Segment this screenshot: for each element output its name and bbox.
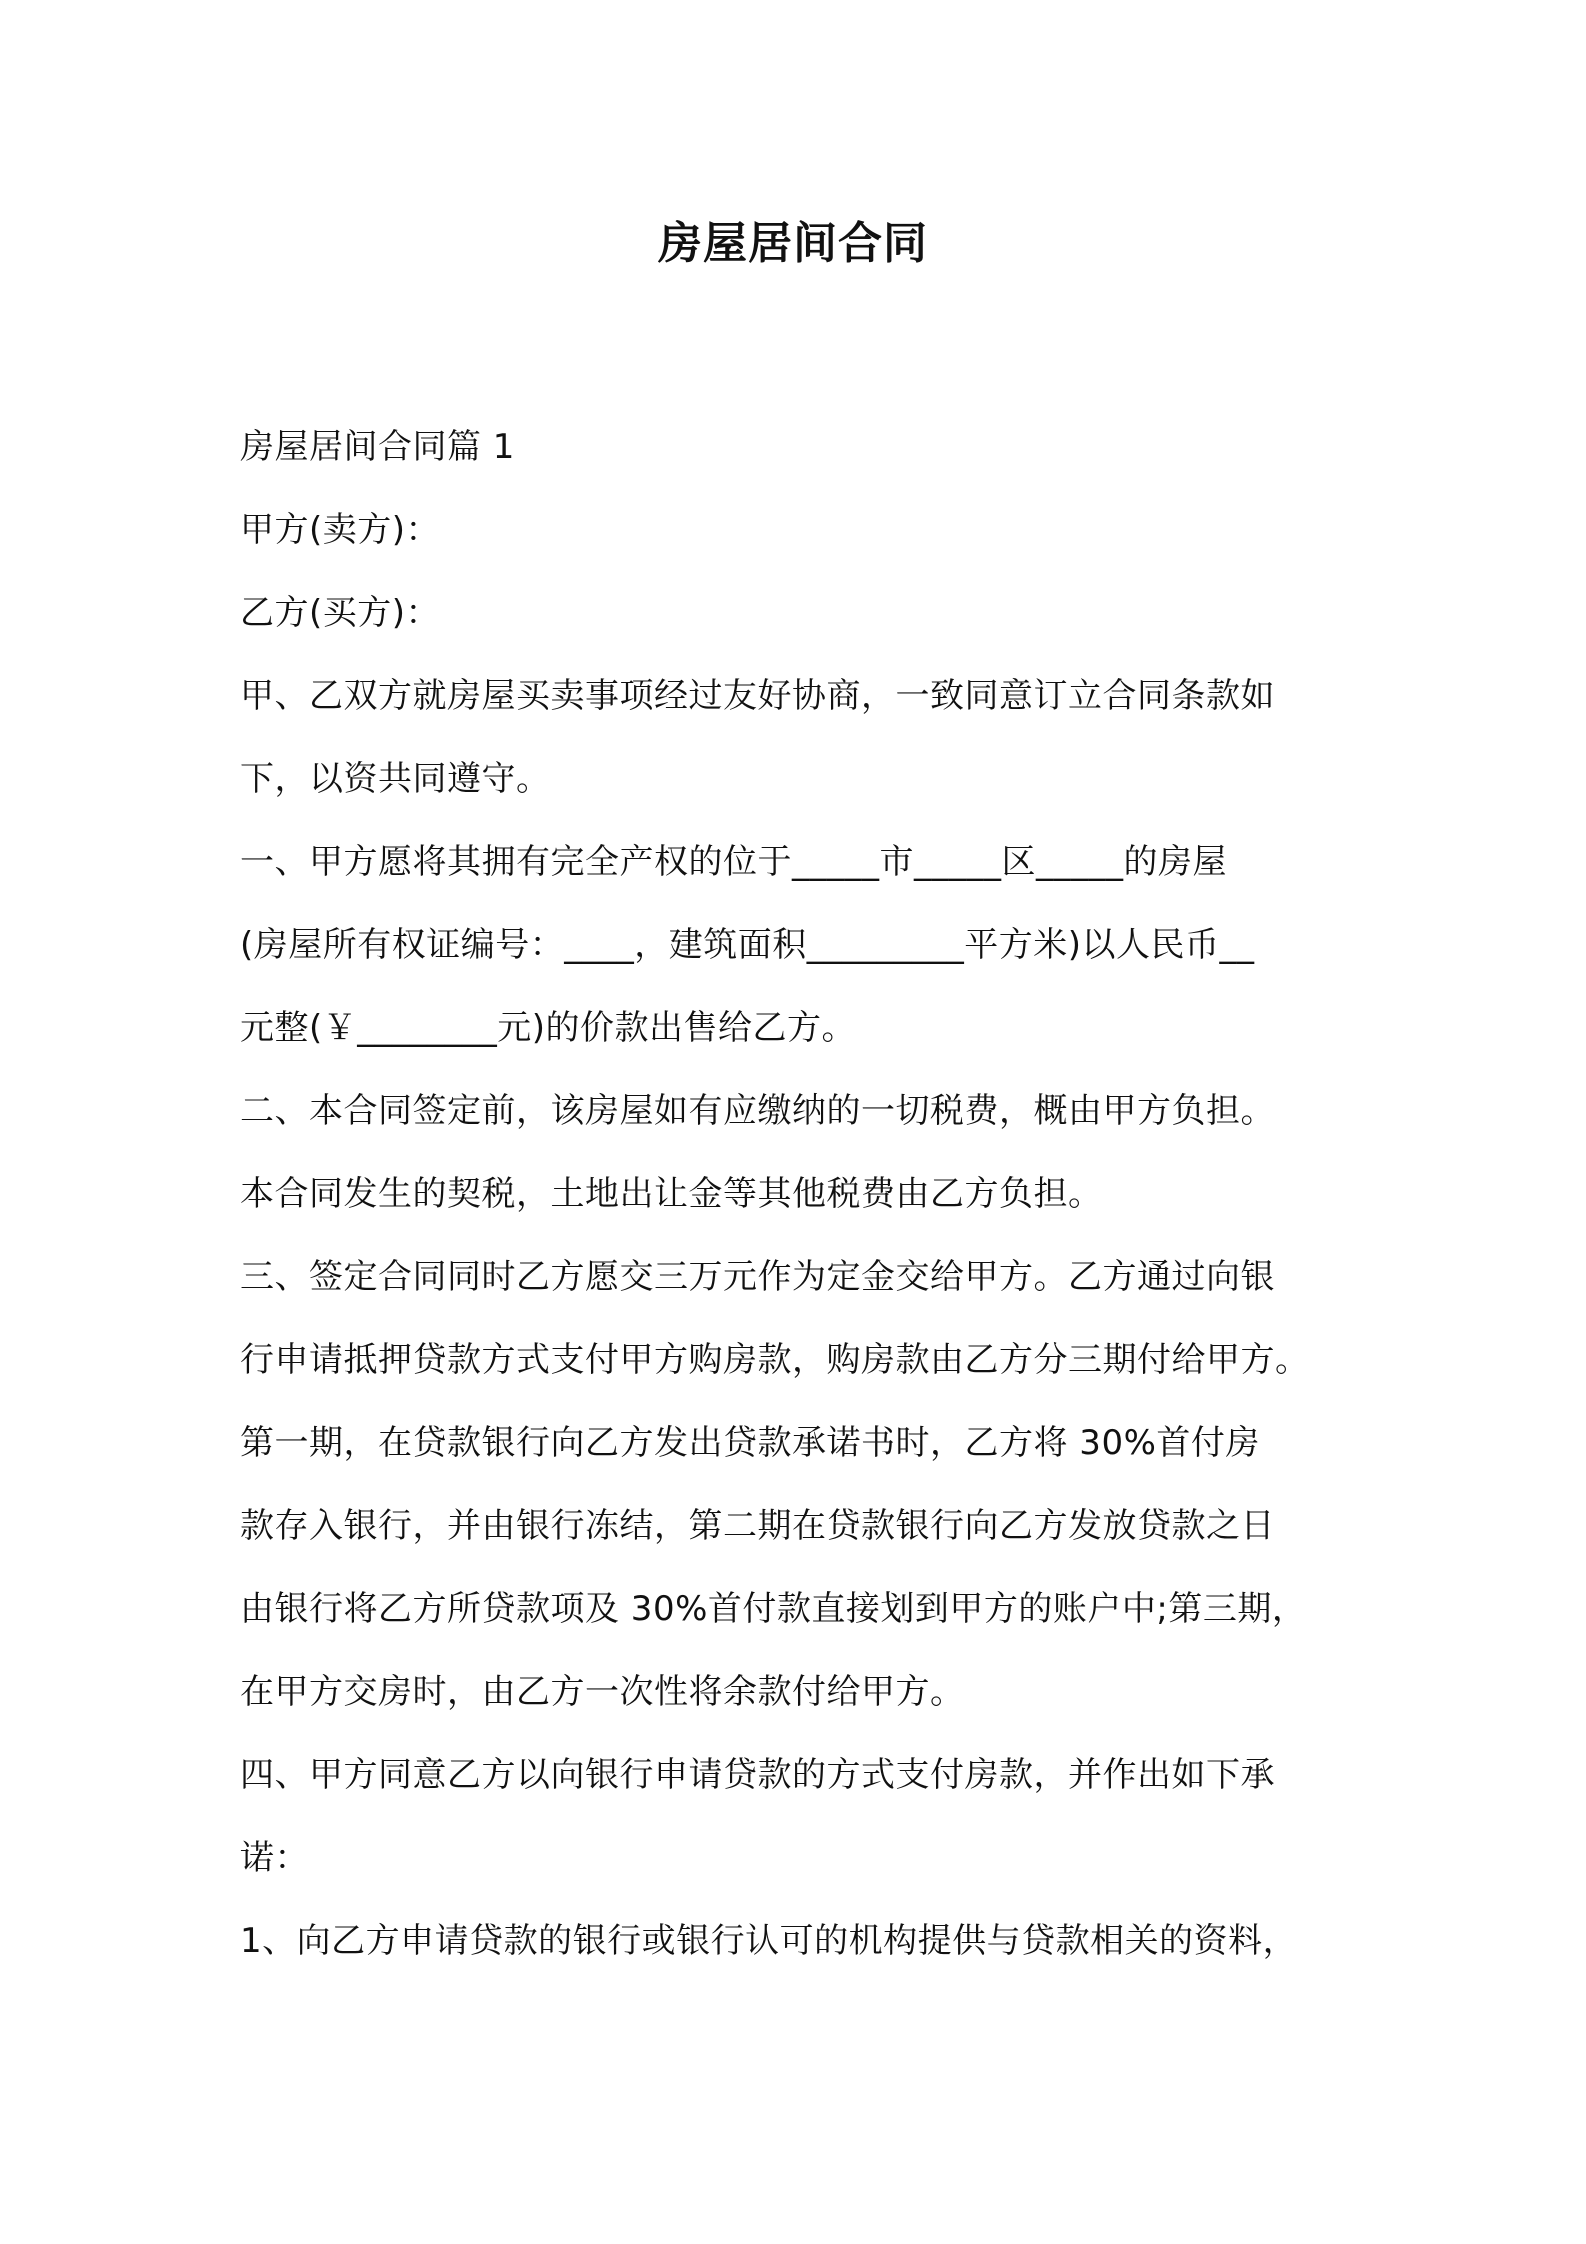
body-line: 甲、乙双方就房屋买卖事项经过友好协商，一致同意订立合同条款如	[240, 676, 1275, 716]
clause-4-line: 诺：	[240, 1838, 309, 1878]
document-body	[240, 406, 1370, 1983]
clause-3-line: 行申请抵押贷款方式支付甲方购房款，购房款由乙方分三期付给甲方。	[240, 1340, 1310, 1380]
clause-2-line: 二、本合同签定前，该房屋如有应缴纳的一切税费，概由甲方负担。	[240, 1091, 1275, 1131]
clause-1-line: 元整(￥________元)的价款出售给乙方。	[240, 1008, 857, 1048]
clause-1-line: (房屋所有权证编号：____，建筑面积_________平方米)以人民币__	[240, 925, 1255, 965]
clause-2-line: 本合同发生的契税，土地出让金等其他税费由乙方负担。	[240, 1174, 1103, 1214]
document-title: 房屋居间合同	[658, 218, 928, 269]
section-heading: 房屋居间合同篇 1	[240, 427, 515, 467]
clause-4-line: 四、甲方同意乙方以向银行申请贷款的方式支付房款，并作出如下承	[240, 1755, 1275, 1795]
clause-3-line: 三、签定合同同时乙方愿交三万元作为定金交给甲方。乙方通过向银	[240, 1257, 1275, 1297]
clause-3-line: 第一期，在贷款银行向乙方发出贷款承诺书时，乙方将 30%首付房	[240, 1423, 1260, 1463]
clause-3-line: 在甲方交房时，由乙方一次性将余款付给甲方。	[240, 1672, 965, 1712]
clause-3-line: 款存入银行，并由银行冻结，第二期在贷款银行向乙方发放贷款之日	[240, 1506, 1275, 1546]
clause-1-line: 一、甲方愿将其拥有完全产权的位于_____市_____区_____的房屋	[240, 842, 1227, 882]
clause-4-item-1-line: 1、向乙方申请贷款的银行或银行认可的机构提供与贷款相关的资料，	[240, 1921, 1298, 1961]
party-b-line: 乙方(买方)：	[240, 593, 441, 633]
party-a-line: 甲方(卖方)：	[240, 510, 441, 550]
body-line: 下，以资共同遵守。	[240, 759, 551, 799]
clause-3-line: 由银行将乙方所贷款项及 30%首付款直接划到甲方的账户中;第三期，	[240, 1589, 1307, 1629]
